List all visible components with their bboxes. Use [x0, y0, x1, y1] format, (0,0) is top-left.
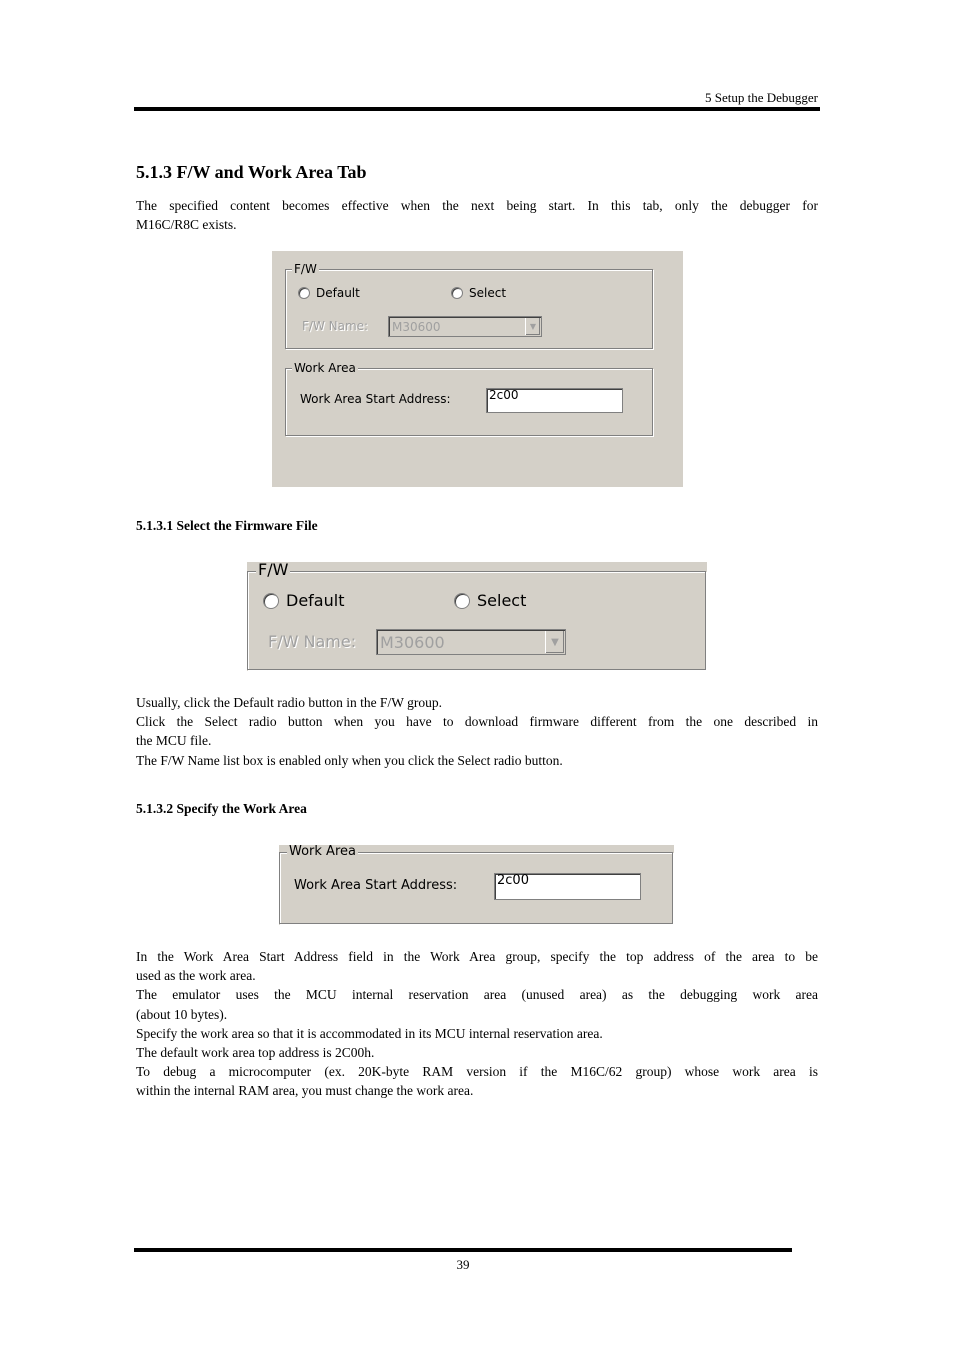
- paragraph-line: used as the work area.: [136, 968, 256, 984]
- fw-name-value: M30600: [392, 319, 441, 334]
- subsection-title-work-area: 5.1.3.2 Specify the Work Area: [136, 801, 307, 816]
- work-area-group-closeup: [279, 845, 674, 925]
- radio-selected-icon: [298, 287, 310, 299]
- page-number: 39: [456, 1257, 470, 1272]
- paragraph-line: The emulator uses the MCU internal reservation area (unused area) as the debugging work area: [136, 987, 818, 1003]
- fw-group-closeup: [247, 562, 707, 671]
- radio-selected-icon: [263, 593, 279, 609]
- fw-name-label: F/W Name:: [302, 319, 369, 333]
- paragraph-line: Click the Select radio button when you have to download firmware different from the one described in: [136, 714, 818, 730]
- work-area-start-input[interactable]: 2c00: [486, 388, 623, 413]
- paragraph-line: The F/W Name list box is enabled only when you click the Select radio button.: [136, 752, 563, 768]
- default-radio[interactable]: [298, 286, 360, 300]
- section-title: 5.1.3 F/W and Work Area Tab: [136, 162, 367, 182]
- fw-name-combobox[interactable]: [388, 316, 542, 337]
- work-area-paragraphs: [136, 947, 818, 1101]
- radio-unselected-icon: [454, 593, 470, 609]
- fw-groupbox: [285, 269, 653, 349]
- intro-line: M16C/R8C exists.: [136, 217, 237, 233]
- fw-groupbox: [247, 571, 706, 670]
- paragraph-line: the MCU file.: [136, 733, 212, 749]
- paragraph-line: To debug a microcomputer (ex. 20K-byte RAM version if the M16C/62 group) whose work area is: [136, 1064, 818, 1080]
- select-radio-label: Select: [469, 286, 507, 300]
- footer-rule: [134, 1248, 792, 1252]
- fw-name-value: M30600: [380, 632, 445, 652]
- dropdown-arrow-icon[interactable]: ▼: [545, 631, 564, 653]
- default-radio[interactable]: [263, 591, 344, 610]
- dropdown-arrow-icon[interactable]: ▼: [525, 318, 540, 335]
- paragraph-line: Usually, click the Default radio button in the F/W group.: [136, 695, 442, 710]
- fw-paragraphs: [136, 693, 818, 770]
- select-radio-label: Select: [477, 591, 527, 610]
- paragraph-line: In the Work Area Start Address field in the Work Area group, specify the top address of the area to be: [136, 949, 818, 964]
- work-area-start-input[interactable]: 2c00: [494, 873, 641, 900]
- intro-paragraph: [136, 196, 818, 234]
- radio-unselected-icon: [451, 287, 463, 299]
- intro-line: The specified content becomes effective when the next being start. In this tab, only the debugger for: [136, 198, 818, 213]
- work-area-group-label: Work Area: [294, 361, 356, 375]
- fw-work-area-dialog: [272, 251, 683, 487]
- fw-name-combobox[interactable]: [376, 629, 566, 655]
- fw-group-label: F/W: [294, 262, 317, 276]
- subsection-title-fw: 5.1.3.1 Select the Firmware File: [136, 518, 318, 533]
- paragraph-line: Specify the work area so that it is accommodated in its MCU internal reservation area.: [136, 1025, 603, 1041]
- header-rule: [134, 107, 820, 111]
- default-radio-label: Default: [316, 286, 360, 300]
- default-radio-label: Default: [286, 591, 345, 610]
- work-area-start-label: Work Area Start Address:: [300, 392, 451, 406]
- fw-group-label: F/W: [258, 560, 289, 579]
- paragraph-line: The default work area top address is 2C00h.: [136, 1045, 375, 1061]
- running-header: 5 Setup the Debugger: [704, 90, 818, 105]
- work-area-start-label: Work Area Start Address:: [294, 878, 458, 893]
- work-area-group-label: Work Area: [289, 844, 356, 859]
- fw-name-label: F/W Name:: [268, 632, 357, 651]
- select-radio[interactable]: [454, 591, 526, 610]
- paragraph-line: within the internal RAM area, you must change the work area.: [136, 1083, 474, 1099]
- select-radio[interactable]: [451, 286, 506, 300]
- paragraph-line: (about 10 bytes).: [136, 1006, 228, 1022]
